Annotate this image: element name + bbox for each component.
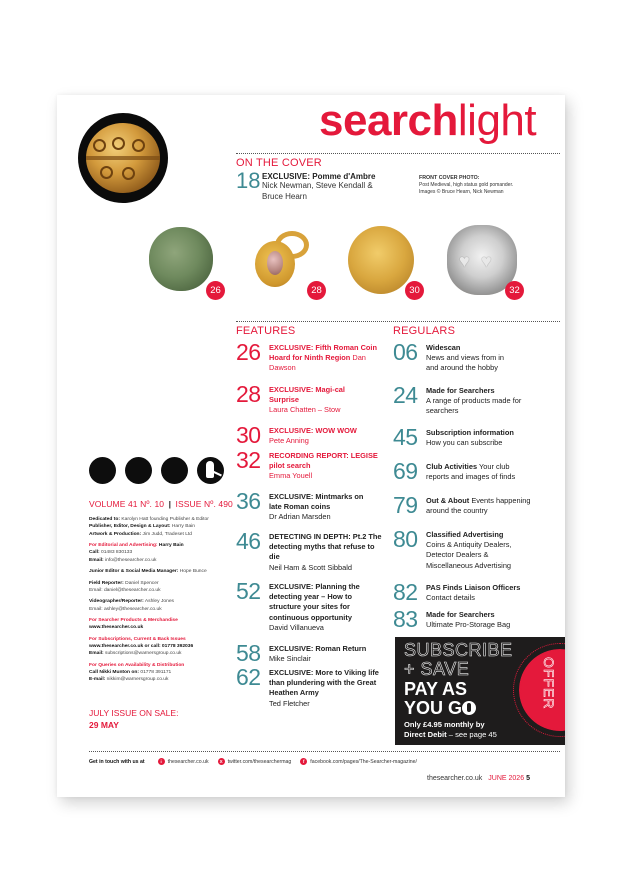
credit-label: Field Reporter:	[89, 580, 124, 586]
regular-headline: Widescan	[426, 343, 461, 352]
credit-heading: For Editorial and Advertising:	[89, 543, 158, 549]
credit-label: Email:	[89, 651, 104, 657]
feature-page: 62	[236, 664, 261, 690]
credit-label: Publisher, Editor, Design & Layout:	[89, 524, 171, 530]
feature-page: 58	[236, 640, 261, 666]
feature-page: 30	[236, 422, 261, 448]
volume-number: VOLUME 41 Nº. 10	[89, 499, 165, 509]
photo-credit-label: FRONT COVER PHOTO:	[419, 175, 480, 181]
regular-headline: Classified Advertising	[426, 530, 504, 539]
web-icon: i	[158, 758, 165, 765]
credit-label: Artwork & Production:	[89, 531, 142, 537]
credit-label: E-mail:	[89, 677, 106, 683]
detectorist-icon	[197, 457, 224, 484]
feature-author: Emma Youell	[269, 471, 313, 481]
feature-author: Dr Adrian Marsden	[269, 512, 331, 522]
you-go-text: YOU G	[404, 698, 463, 718]
subscriptions-link[interactable]: www.thesearcher.co.uk or call: 01778 392036	[89, 644, 194, 650]
feature-item[interactable]	[236, 381, 391, 416]
regular-headline: Made for Searchers	[426, 610, 495, 619]
regular-item[interactable]	[393, 424, 563, 450]
credit-value: 01778 391171	[139, 670, 172, 676]
offer-text: OFFER	[541, 657, 557, 710]
subscribe-price	[404, 720, 497, 740]
folio-month: JUNE 2026	[488, 775, 525, 782]
regular-item[interactable]	[393, 606, 563, 632]
website-link[interactable]: www.thesearcher.co.uk	[89, 625, 144, 631]
credit-value: Ashley Jones	[143, 599, 174, 605]
feature-headline: DETECTING IN DEPTH: Pt.2 The detecting myths that refuse to die	[269, 532, 382, 562]
black-circle	[125, 457, 152, 484]
feature-headline: EXCLUSIVE: Roman Return	[269, 644, 367, 653]
email-link[interactable]: info@thesearcher.co.uk	[103, 557, 157, 563]
on-the-cover-title: ON THE COVER	[236, 157, 322, 169]
save-line: + SAVE	[404, 659, 470, 679]
credit-label: Call Nikki Munton on:	[89, 670, 139, 676]
regular-desc: A range of products made for searchers	[426, 396, 522, 416]
cover-story[interactable]	[262, 172, 412, 203]
features-title: FEATURES	[236, 325, 296, 337]
regular-page: 69	[393, 458, 418, 484]
feature-page: 28	[236, 381, 261, 407]
next-issue-label: JULY ISSUE ON SALE:	[89, 708, 179, 718]
regular-item[interactable]	[393, 339, 563, 374]
credit-label: Call:	[89, 550, 100, 556]
regular-desc: Coins & Antiquity Dealers, Detector Dealers & Miscellaneous Advertising	[426, 540, 512, 570]
cover-headline: EXCLUSIVE: Pomme d'Ambre	[262, 172, 376, 181]
credit-value: Karolyn Hatt founding Publisher & Editor	[119, 517, 209, 522]
feature-author: Dan Dawson	[269, 353, 366, 373]
credit-value: 01483 830133	[99, 550, 133, 556]
regular-item[interactable]	[393, 382, 563, 417]
credit-heading: For Queries on Availability & Distribution	[89, 662, 185, 668]
black-circle	[161, 457, 188, 484]
email-link[interactable]: nikkim@warnersgroup.co.uk	[105, 677, 169, 683]
x-twitter-icon: X	[219, 759, 223, 764]
regular-headline: Made for Searchers	[426, 386, 495, 395]
cover-story-page[interactable]: 18	[236, 168, 261, 193]
next-issue-date: 29 MAY	[89, 720, 119, 730]
regular-headline: Out & About	[426, 496, 470, 505]
silver-seal-thumbnail[interactable]: ♥ ♥	[447, 225, 517, 295]
email-link[interactable]: subscriptions@warnersgroup.co.uk	[103, 651, 182, 657]
regular-item[interactable]	[393, 492, 563, 518]
page-badge[interactable]: 30	[405, 281, 424, 300]
feature-author: Mike Sinclair	[269, 654, 311, 664]
email-link[interactable]: Email: ashley@thesearcher.co.uk	[89, 606, 162, 612]
twitter-link[interactable]: twitter.com/thesearchermag	[227, 758, 292, 765]
regular-desc: How you can subscribe	[426, 438, 503, 448]
brand-circles	[89, 457, 224, 484]
magazine-contents-page	[57, 95, 565, 797]
regular-headline: PAS Finds Liaison Officers	[426, 583, 521, 592]
website-link[interactable]: thesearcher.co.uk	[167, 758, 209, 765]
email-link[interactable]: Email: daniel@thesearcher.co.uk	[89, 587, 161, 593]
feature-page: 52	[236, 578, 261, 604]
regular-page: 06	[393, 339, 418, 365]
regular-headline: Subscription information	[426, 428, 514, 437]
pomander-cover-image	[78, 113, 168, 203]
photo-credit-text: Post Medieval, high status gold pomander. Images © Bruce Hearn, Nick Newman	[419, 182, 514, 195]
credit-label: Junior Editor & Social Media Manager:	[89, 569, 179, 575]
folio-site: thesearcher.co.uk	[427, 775, 483, 782]
credit-value: Harry Bain	[170, 524, 195, 530]
debit-rest: – see page 45	[446, 729, 497, 739]
feature-page: 46	[236, 528, 261, 554]
credit-value: Daniel Spencer	[123, 580, 159, 586]
contact-label: Get in touch with us at	[89, 758, 145, 765]
feature-headline: EXCLUSIVE: Mintmarks on late Roman coins	[269, 492, 364, 512]
gold-pomander	[86, 123, 160, 193]
regular-desc: News and views from in and around the hobby	[426, 353, 505, 373]
credit-heading: For Searcher Products & Merchandise	[89, 617, 178, 623]
regular-desc: Ultimate Pro-Storage Bag	[426, 620, 511, 630]
footer-divider	[89, 751, 560, 752]
issue-volume	[89, 499, 233, 509]
regular-desc: Your club reports and images of finds	[426, 462, 516, 482]
credit-value: Jim Judd, Tradeset Ltd	[141, 531, 193, 537]
feature-headline: EXCLUSIVE: Magi-cal Surprise	[269, 385, 345, 405]
credit-label: Videographer/Reporter:	[89, 599, 144, 605]
feature-author: Ted Fletcher	[269, 698, 310, 708]
page-badge[interactable]: 28	[307, 281, 326, 300]
regular-page: 79	[393, 492, 418, 518]
divider	[236, 321, 560, 322]
subscribe-line: SUBSCRIBE	[404, 640, 513, 660]
feature-item[interactable]	[236, 447, 391, 482]
issue-number: ISSUE Nº. 490	[175, 499, 233, 509]
pay-as-line: PAY AS	[404, 679, 468, 699]
page-folio	[427, 775, 530, 782]
cover-author-1: Nick Newman, Steve Kendall &	[262, 181, 373, 190]
gold-ring-thumbnail[interactable]	[249, 227, 313, 291]
feature-author: Neil Ham & Scott Sibbald	[269, 562, 352, 572]
credit-heading: For Subscriptions, Current & Back Issues	[89, 636, 186, 642]
credit-value: Hope Bunce	[178, 569, 207, 575]
credit-value: Harry Bain	[157, 543, 184, 549]
regular-item[interactable]	[393, 526, 563, 571]
feature-headline: EXCLUSIVE: Planning the detecting year – How to structure your sites for continuous opportunity	[269, 582, 360, 622]
regular-item[interactable]	[393, 458, 563, 484]
feature-headline: RECORDING REPORT: LEGISE pilot search	[269, 451, 378, 471]
feature-page: 36	[236, 488, 261, 514]
credits-block	[89, 516, 269, 684]
issue-separator: |	[168, 499, 172, 509]
credit-label: Email:	[89, 557, 104, 563]
feature-headline: EXCLUSIVE: More to Viking life than plundering with the Great Heathen Army	[269, 668, 379, 698]
feature-headline: EXCLUSIVE: WOW WOW	[269, 426, 357, 435]
regular-page: 45	[393, 424, 418, 450]
cover-author-2: Bruce Hearn	[262, 191, 307, 201]
contact-bar	[89, 758, 417, 765]
feature-page: 32	[236, 447, 261, 473]
masthead-logo	[319, 96, 537, 145]
regular-desc: Contact details	[426, 593, 475, 603]
masthead-light: light	[457, 96, 537, 145]
regular-page: 80	[393, 526, 418, 552]
debit-bold: Direct Debit	[404, 729, 447, 739]
regular-page: 24	[393, 382, 418, 408]
folio-page-number: 5	[526, 775, 530, 782]
roman-coin-thumbnail[interactable]	[149, 227, 213, 291]
feature-item[interactable]	[236, 339, 391, 374]
regular-page: 83	[393, 606, 418, 632]
regular-item[interactable]	[393, 579, 563, 605]
feature-author: Pete Anning	[269, 436, 309, 446]
page-badge[interactable]: 26	[206, 281, 225, 300]
page-badge[interactable]: 32	[505, 281, 524, 300]
black-circle	[89, 457, 116, 484]
regulars-title: REGULARS	[393, 325, 456, 337]
front-cover-photo-credit	[419, 175, 514, 196]
facebook-icon: f	[300, 758, 307, 765]
detectorist-icon	[462, 701, 476, 715]
feature-item[interactable]	[236, 422, 391, 448]
you-go-line	[404, 699, 476, 717]
price-line: Only £4.95 monthly by	[404, 720, 485, 729]
facebook-link[interactable]: facebook.com/pages/The-Searcher-magazine/	[310, 758, 417, 765]
feature-headline: EXCLUSIVE: Fifth Roman Coin Hoard for Ninth Region	[269, 343, 377, 363]
feature-author: Laura Chatten – Stow	[269, 405, 341, 415]
regular-desc: Events happening around the country	[426, 496, 531, 516]
feature-page: 26	[236, 339, 261, 365]
credit-label: Dedicated to:	[89, 517, 120, 522]
masthead-bold: search	[319, 96, 458, 145]
regular-headline: Club Activities	[426, 462, 478, 471]
regular-page: 82	[393, 579, 418, 605]
divider	[236, 153, 560, 154]
gold-coin-thumbnail[interactable]	[348, 226, 414, 294]
subscribe-advert[interactable]	[395, 637, 565, 745]
feature-author: David Villanueva	[269, 622, 324, 632]
